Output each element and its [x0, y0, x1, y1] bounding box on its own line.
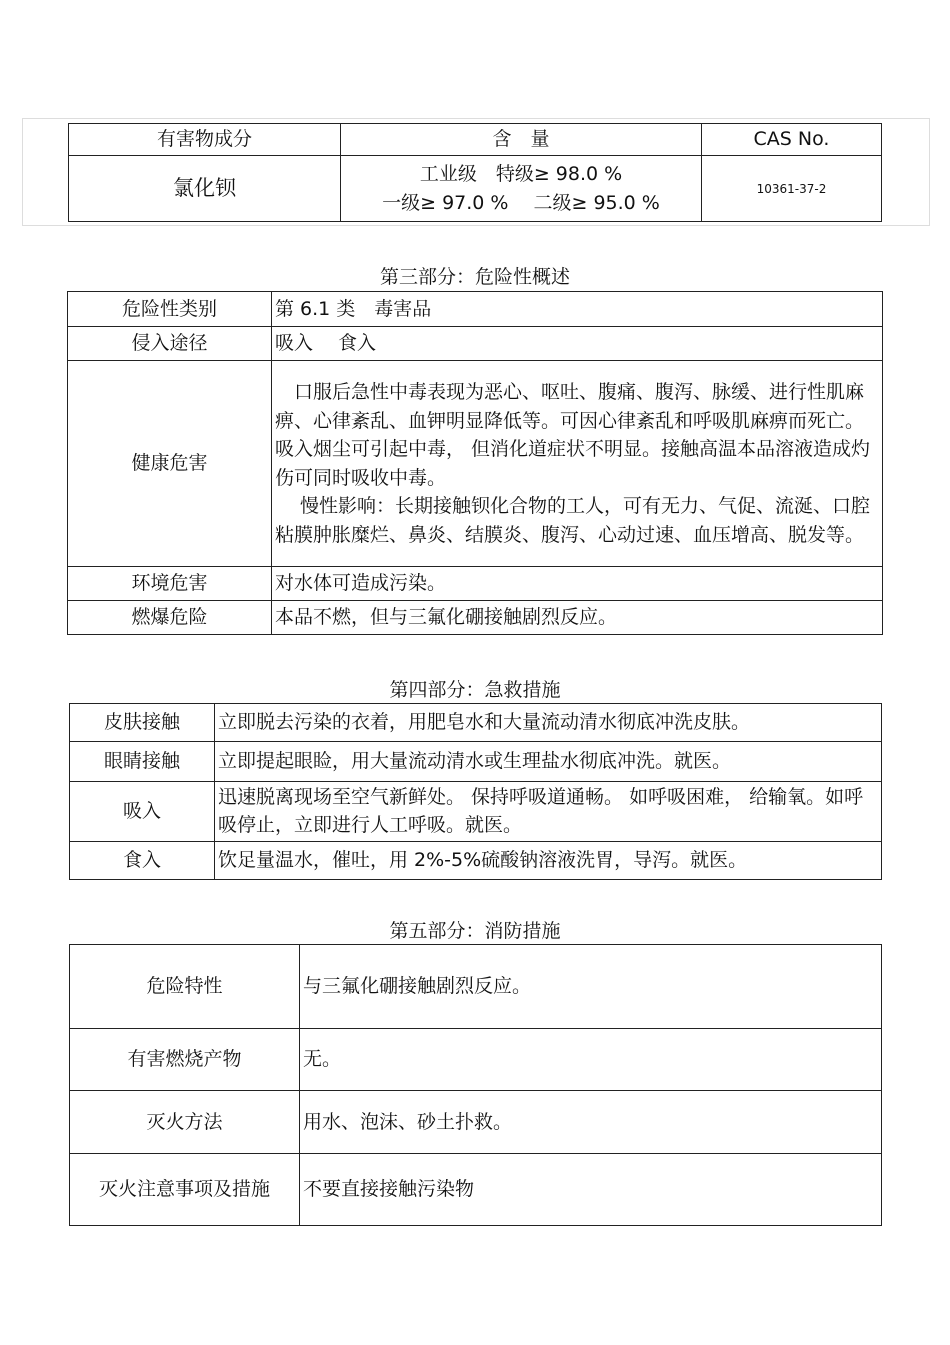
row-value: 本品不燃，但与三氟化硼接触剧烈反应。 — [272, 601, 883, 635]
header-cas: CAS No. — [702, 124, 882, 156]
chronic-paragraph: 慢性影响：长期接触钡化合物的工人，可有无力、气促、流涎、口腔粘膜肿胀糜烂、鼻炎、结膜炎、腹泻、心动过速、血压增高、脱发等。 — [275, 495, 871, 546]
table-row — [68, 292, 883, 327]
section-title-part3: 第三部分：危险性概述 — [379, 266, 570, 288]
table-row — [70, 742, 882, 782]
first-aid-table — [69, 703, 882, 880]
health-hazard-text — [272, 361, 883, 567]
row-value: 用水、泡沫、砂土扑救。 — [300, 1091, 882, 1154]
composition-table — [68, 123, 882, 222]
table-row — [70, 782, 882, 842]
row-label: 危险性类别 — [68, 292, 272, 327]
content-grade-line2: 一级≥ 97.0 % 二级≥ 95.0 % — [382, 191, 660, 214]
row-label: 危险特性 — [70, 945, 300, 1029]
table-row — [68, 327, 883, 361]
fire-fighting-table — [69, 944, 882, 1226]
table-row — [70, 1154, 882, 1226]
row-value: 第 6.1 类 毒害品 — [272, 292, 883, 327]
row-value: 立即提起眼睑，用大量流动清水或生理盐水彻底冲洗。就医。 — [215, 742, 882, 782]
row-label: 吸入 — [70, 782, 215, 842]
content-grade-line1: 工业级 特级≥ 98.0 % — [419, 163, 623, 185]
row-label: 灭火方法 — [70, 1091, 300, 1154]
row-label: 眼睛接触 — [70, 742, 215, 782]
section-title-part4: 第四部分：急救措施 — [389, 679, 561, 701]
row-label: 侵入途径 — [68, 327, 272, 361]
row-label: 燃爆危险 — [68, 601, 272, 635]
table-row — [70, 1029, 882, 1091]
row-label: 灭火注意事项及措施 — [70, 1154, 300, 1226]
row-label: 有害燃烧产物 — [70, 1029, 300, 1091]
table-row — [69, 156, 882, 222]
hazard-overview-table — [67, 291, 883, 635]
row-value: 迅速脱离现场至空气新鲜处。 保持呼吸道通畅。 如呼吸困难， 给输氧。如呼吸停止，立即进行人工呼吸。就医。 — [215, 782, 882, 842]
component-name: 氯化钡 — [69, 156, 341, 222]
row-value: 吸入 食入 — [272, 327, 883, 361]
header-content: 含 量 — [341, 124, 702, 156]
table-header-row — [69, 124, 882, 156]
header-component: 有害物成分 — [69, 124, 341, 156]
cas-number: 10361-37-2 — [702, 156, 882, 222]
table-row — [70, 704, 882, 742]
content-cell — [341, 156, 702, 222]
acute-paragraph: 口服后急性中毒表现为恶心、呕吐、腹痛、腹泻、脉缓、进行性肌麻痹、心律紊乱、血钾明显降低等。可因心律紊乱和呼吸肌麻痹而死亡。 吸入烟尘可引起中毒， 但消化道症状不明显。接触高温本品溶液造成灼伤可同时吸收中毒。 — [275, 381, 871, 489]
section-title-part5: 第五部分：消防措施 — [389, 920, 561, 942]
row-label: 食入 — [70, 842, 215, 880]
row-value: 立即脱去污染的衣着，用肥皂水和大量流动清水彻底冲洗皮肤。 — [215, 704, 882, 742]
row-label: 皮肤接触 — [70, 704, 215, 742]
row-value: 对水体可造成污染。 — [272, 567, 883, 601]
row-value: 无。 — [300, 1029, 882, 1091]
table-row — [70, 842, 882, 880]
row-label: 健康危害 — [68, 361, 272, 567]
row-value: 饮足量温水，催吐，用 2%-5%硫酸钠溶液洗胃，导泻。就医。 — [215, 842, 882, 880]
row-value: 不要直接接触污染物 — [300, 1154, 882, 1226]
table-row — [70, 1091, 882, 1154]
table-row — [70, 945, 882, 1029]
row-label: 环境危害 — [68, 567, 272, 601]
table-row — [68, 567, 883, 601]
table-row — [68, 601, 883, 635]
row-value: 与三氟化硼接触剧烈反应。 — [300, 945, 882, 1029]
table-row — [68, 361, 883, 567]
